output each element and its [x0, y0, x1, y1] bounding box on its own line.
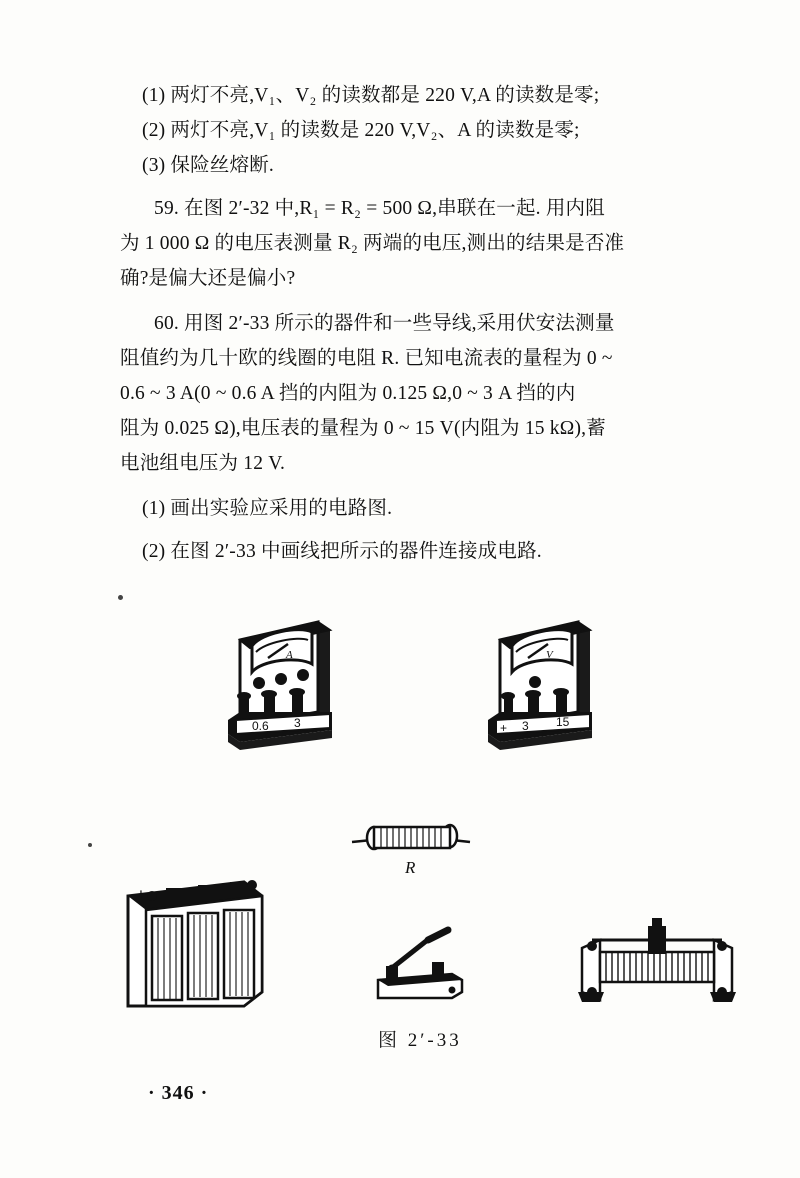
- answer-line-1: (1) 两灯不亮,V₁、V₂ 的读数都是 220 V,A 的读数是零;: [142, 85, 600, 106]
- resistor-label: R: [405, 858, 416, 877]
- answer-line-3: (3) 保险丝熔断.: [142, 155, 274, 176]
- voltmeter-dial-letter: V: [546, 649, 553, 661]
- body-text: [120, 78, 685, 569]
- rheostat-illustration: [578, 918, 736, 1002]
- ammeter-terminal-label-0.6: 0.6: [252, 719, 269, 733]
- problem-60-line-3: 0.6 ~ 3 A(0 ~ 0.6 A 挡的内阻为 0.125 Ω,0 ~ 3 A 挡的内: [120, 383, 576, 404]
- figure-illustrations: [0, 600, 800, 1070]
- ammeter-illustration: [228, 622, 332, 750]
- problem-60-line-2: 阻值约为几十欧的线圈的电阻 R. 已知电流表的量程为 0 ~: [120, 348, 613, 369]
- switch-illustration: [378, 930, 462, 998]
- problem-60-line-5: 电池组电压为 12 V.: [120, 453, 286, 474]
- figure-group: [0, 600, 800, 1070]
- page-number: · 346 ·: [148, 1082, 209, 1104]
- problem-60-line-4: 阻为 0.025 Ω),电压表的量程为 0 ~ 15 V(内阻为 15 kΩ),蓄: [120, 418, 606, 439]
- problem-59-line-3: 确?是偏大还是偏小?: [120, 268, 296, 289]
- resistor-illustration: [352, 825, 470, 877]
- problem-60-line-1: 60. 用图 2′-33 所示的器件和一些导线,采用伏安法测量: [154, 313, 615, 334]
- subquestion-1: (1) 画出实验应采用的电路图.: [142, 498, 393, 519]
- figure-caption: 图 2′-33: [378, 1030, 462, 1051]
- voltmeter-terminal-label-15: 15: [556, 715, 570, 729]
- battery-illustration: [128, 880, 262, 1006]
- voltmeter-illustration: [488, 622, 592, 750]
- battery-polarity-label: +: [136, 885, 146, 904]
- ammeter-terminal-label-3: 3: [294, 716, 301, 730]
- problem-59-line-1: 59. 在图 2′-32 中,R₁ = R₂ = 500 Ω,串联在一起. 用内阻: [154, 198, 605, 219]
- voltmeter-terminal-label-3: 3: [522, 719, 529, 733]
- voltmeter-terminal-label-plus: +: [500, 721, 508, 735]
- problem-59-line-2: 为 1 000 Ω 的电压表测量 R₂ 两端的电压,测出的结果是否准: [120, 233, 625, 254]
- answer-line-2: (2) 两灯不亮,V₁ 的读数是 220 V,V₂、A 的读数是零;: [142, 120, 580, 141]
- ammeter-dial-letter: A: [286, 649, 293, 661]
- subquestion-2: (2) 在图 2′-33 中画线把所示的器件连接成电路.: [142, 541, 542, 562]
